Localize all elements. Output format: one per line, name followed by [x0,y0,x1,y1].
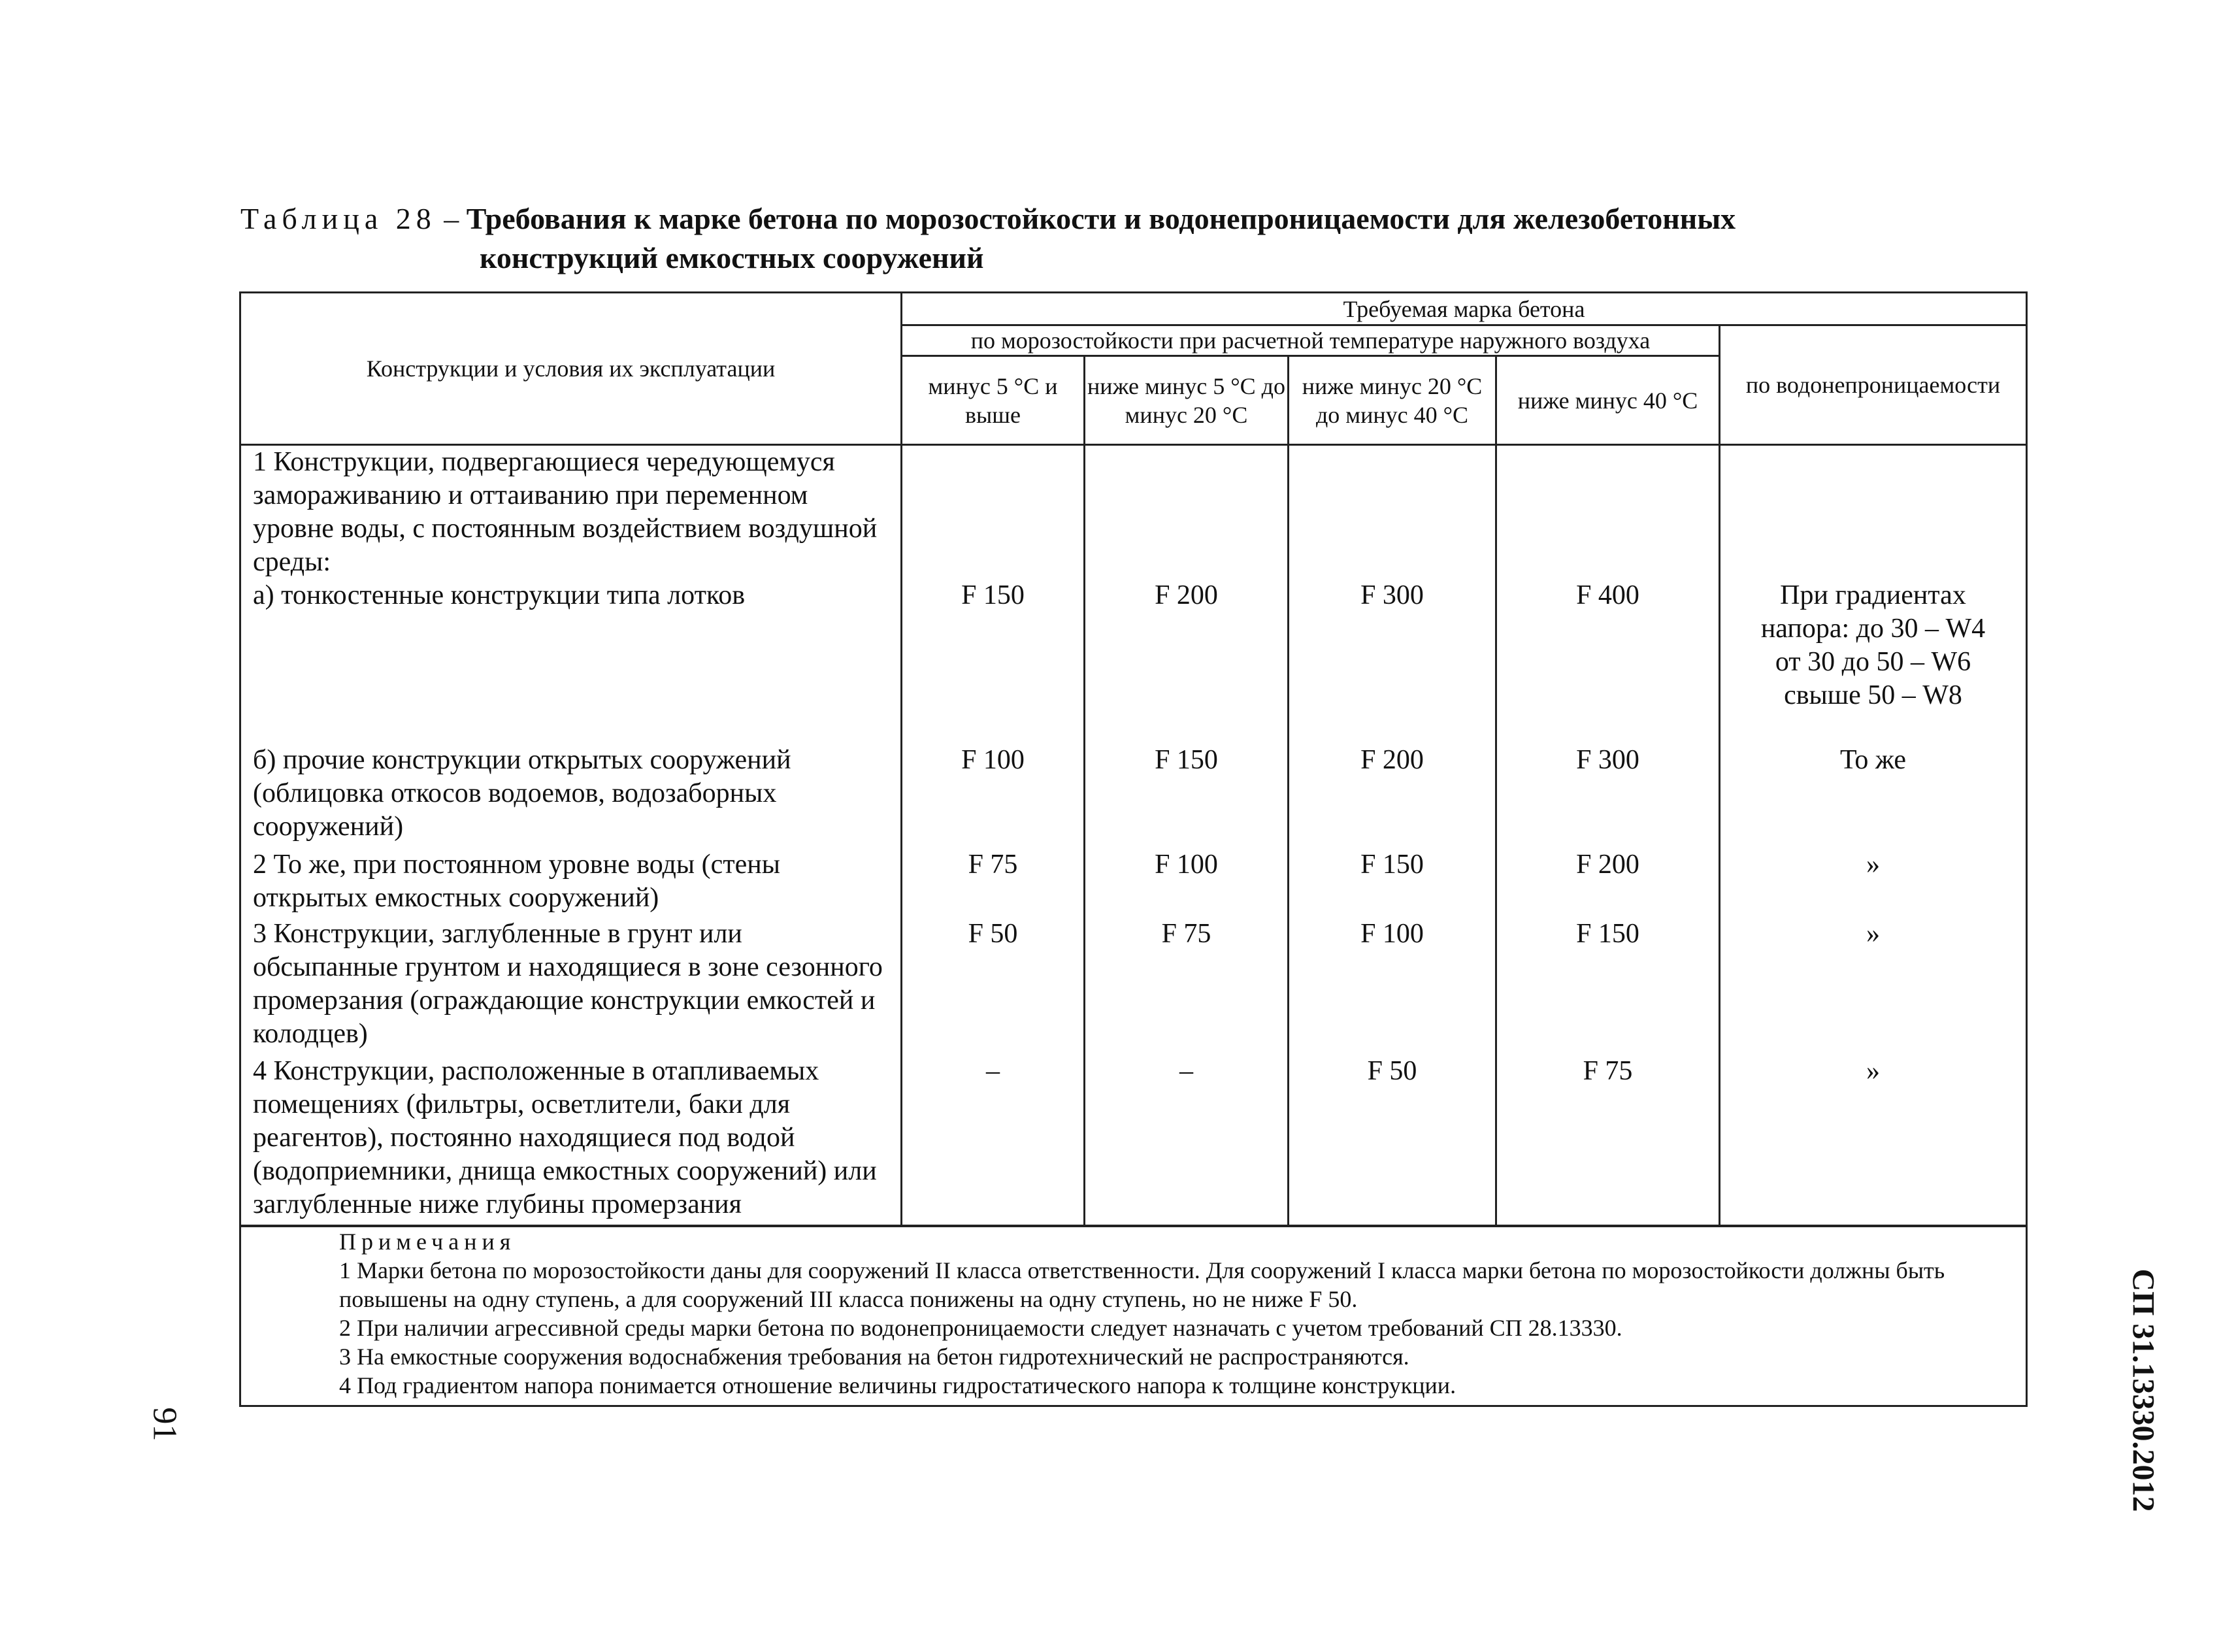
row-value: – [1085,1055,1289,1226]
row-value: – [902,1055,1085,1226]
header-required-grade: Требуемая марка бетона [902,293,2027,325]
row-value: F 75 [1085,917,1289,1055]
row-desc: б) прочие конструкции открытых сооружений (облицовка откосов водоемов, водозаборных сооружений) [240,744,902,848]
row-water: То же [1720,744,2027,848]
row-water: » [1720,848,2027,917]
notes-row [240,1226,2027,1406]
header-temp-col-1: минус 5 °С и выше [902,356,1085,445]
header-water-group: по водонепроницаемости [1720,325,2027,445]
row-value: F 150 [902,579,1085,744]
row-value: F 75 [902,848,1085,917]
requirements-table [239,291,2028,1407]
note-item: 2 При наличии агрессивной среды марки бетона по водонепроницаемости следует назначать с учетом требований СП 28.13330. [339,1315,1622,1341]
header-temp-col-4: ниже минус 40 °С [1496,356,1720,445]
row-water: При градиентах напора: до 30 – W4 от 30 до 50 – W6 свыше 50 – W8 [1720,579,2027,744]
row-value: F 150 [1085,744,1289,848]
row-value [1496,445,1720,580]
table-row [240,848,2027,917]
page-number: 91 [146,1407,184,1442]
header-temp-col-2: ниже минус 5 °С до минус 20 °С [1085,356,1289,445]
table-row [240,917,2027,1055]
table-row [240,744,2027,848]
table-row [240,445,2027,580]
row-value: F 100 [1289,917,1496,1055]
row-value: F 150 [1496,917,1720,1055]
header-temp-col-3: ниже минус 20 °С до минус 40 °С [1289,356,1496,445]
header-constructions: Конструкции и условия их эксплуатации [240,293,902,445]
notes [240,1226,2027,1406]
note-item: 4 Под градиентом напора понимается отношение величины гидростатического напора к толщине конструкции. [339,1372,1456,1398]
row-desc: 4 Конструкции, расположенные в отапливаемых помещениях (фильтры, осветлители, баки для реагентов), постоянно находящиеся под водой (водоприемники, днища емкостных сооружений) или заглубленные ниже глубины промерзания [240,1055,902,1226]
row-value: F 200 [1085,579,1289,744]
table-row [240,579,2027,744]
row-value: F 300 [1289,579,1496,744]
row-desc: 2 То же, при постоянном уровне воды (стены открытых емкостных сооружений) [240,848,902,917]
row-value: F 400 [1496,579,1720,744]
row-value: F 200 [1496,848,1720,917]
row-desc: а) тонкостенные конструкции типа лотков [240,579,902,744]
note-item: 3 На емкостные сооружения водоснабжения требования на бетон гидротехнический не распространяются. [339,1344,1409,1370]
notes-heading: Примечания [339,1229,516,1255]
caption-dash: – [436,202,467,235]
row-value: F 100 [902,744,1085,848]
row-value: F 75 [1496,1055,1720,1226]
note-item: 1 Марки бетона по морозостойкости даны для сооружений II класса ответственности. Для сооружений I класса марки бетона по морозостойкости должны быть повышены на одну ступень, а для сооружений III класса понижены на одну ступень, но не ниже F 50. [339,1257,1945,1312]
row-value [902,445,1085,580]
row-water [1720,445,2027,580]
row-value: F 200 [1289,744,1496,848]
row-value [1289,445,1496,580]
row-value: F 50 [1289,1055,1496,1226]
row-desc: 3 Конструкции, заглубленные в грунт или обсыпанные грунтом и находящиеся в зоне сезонного промерзания (ограждающие конструкции емкостей и колодцев) [240,917,902,1055]
caption-label: Таблица 28 [240,202,436,235]
row-water: » [1720,917,2027,1055]
row-value: F 100 [1085,848,1289,917]
caption-title-line2: конструкций емкостных сооружений [480,241,984,274]
header-frost-group: по морозостойкости при расчетной температуре наружного воздуха [902,325,1720,356]
table-row [240,1055,2027,1226]
caption-title-line1: Требования к марке бетона по морозостойкости и водонепроницаемости для железобетонных [466,202,1736,235]
row-value: F 300 [1496,744,1720,848]
table-caption [240,199,2024,278]
document-code: СП 31.13330.2012 [2126,1268,2161,1512]
row-value: F 50 [902,917,1085,1055]
row-water: » [1720,1055,2027,1226]
row-desc: 1 Конструкции, подвергающиеся чередующемуся замораживанию и оттаиванию при переменном уровне воды, с постоянным воздействием воздушной среды: [240,445,902,580]
row-value: F 150 [1289,848,1496,917]
row-value [1085,445,1289,580]
